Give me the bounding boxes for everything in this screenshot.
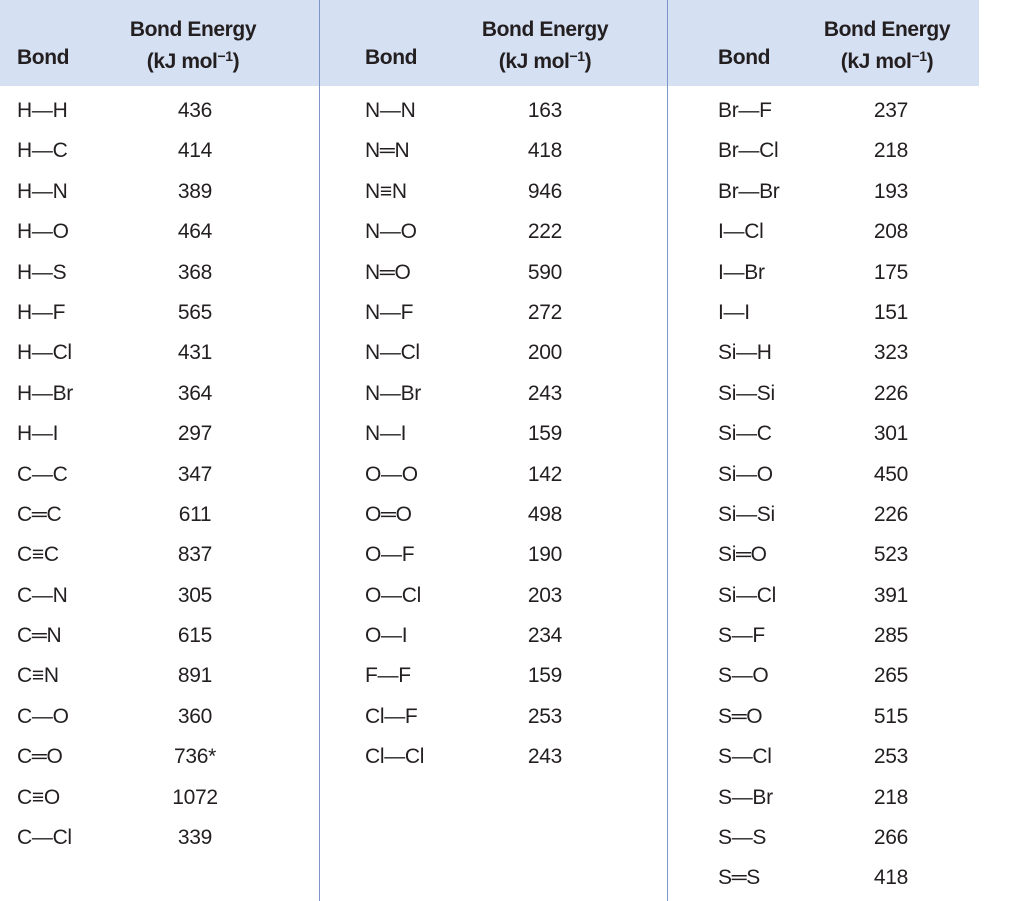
energy-cell: 615 bbox=[177, 624, 213, 648]
energy-cell: 450 bbox=[873, 462, 909, 486]
energy-cell: 498 bbox=[527, 502, 563, 526]
table-row bbox=[0, 495, 319, 535]
table-body bbox=[668, 91, 979, 899]
energy-cell: 175 bbox=[873, 260, 909, 284]
table-row bbox=[320, 333, 667, 373]
unit-close-paren: ) bbox=[926, 50, 934, 73]
bond-cell: O═O bbox=[365, 502, 412, 526]
energy-cell: 151 bbox=[873, 300, 909, 324]
energy-cell: 163 bbox=[527, 99, 563, 122]
unit-exponent: −1 bbox=[569, 48, 585, 64]
table-row bbox=[0, 333, 319, 373]
bond-energy-header-line1: Bond Energy bbox=[823, 18, 951, 41]
table-row bbox=[668, 333, 979, 373]
table-column-2 bbox=[320, 0, 667, 901]
bond-cell: C—C bbox=[17, 462, 68, 486]
bond-cell: N—Br bbox=[365, 381, 421, 405]
column-divider bbox=[667, 0, 668, 901]
unit-text: (kJ mol bbox=[498, 50, 570, 73]
bond-cell: C≡C bbox=[17, 543, 59, 567]
bond-energy-header bbox=[470, 14, 620, 78]
energy-cell: 891 bbox=[177, 664, 213, 688]
table-row bbox=[668, 616, 979, 656]
bond-cell: S═S bbox=[718, 866, 760, 890]
energy-cell: 218 bbox=[873, 139, 909, 163]
table-row bbox=[668, 172, 979, 212]
table-row bbox=[320, 495, 667, 535]
energy-cell: 305 bbox=[177, 583, 213, 607]
table-row bbox=[668, 293, 979, 333]
table-row bbox=[320, 91, 667, 131]
energy-cell: 946 bbox=[527, 179, 563, 203]
table-row bbox=[668, 253, 979, 293]
table-row bbox=[0, 253, 319, 293]
table-row bbox=[320, 414, 667, 454]
table-row bbox=[668, 576, 979, 616]
unit-text: (kJ mol bbox=[840, 50, 912, 73]
energy-cell: 515 bbox=[873, 704, 909, 728]
table-row bbox=[320, 212, 667, 252]
table-row bbox=[668, 778, 979, 818]
energy-cell: 237 bbox=[873, 99, 909, 122]
unit-exponent: −1 bbox=[911, 48, 927, 64]
unit-close-paren: ) bbox=[232, 50, 240, 73]
table-row bbox=[0, 293, 319, 333]
energy-cell: 243 bbox=[527, 381, 563, 405]
table-row bbox=[320, 293, 667, 333]
energy-cell: 431 bbox=[177, 341, 213, 365]
energy-cell: 418 bbox=[873, 866, 909, 890]
bond-cell: C═N bbox=[17, 624, 62, 648]
bond-cell: I—Br bbox=[718, 260, 765, 284]
bond-energy-header bbox=[812, 14, 962, 78]
energy-cell: 193 bbox=[873, 179, 909, 203]
column-header bbox=[668, 0, 979, 86]
energy-cell: 190 bbox=[527, 543, 563, 567]
bond-cell: Si—Cl bbox=[718, 583, 777, 607]
energy-cell: 297 bbox=[177, 422, 213, 446]
table-row bbox=[0, 455, 319, 495]
bond-cell: Cl—F bbox=[365, 704, 418, 728]
energy-cell: 418 bbox=[527, 139, 563, 163]
energy-cell: 272 bbox=[527, 300, 563, 324]
table-body bbox=[320, 91, 667, 778]
bond-cell: I—Cl bbox=[718, 220, 764, 244]
energy-cell: 243 bbox=[527, 745, 563, 769]
energy-cell: 226 bbox=[873, 381, 909, 405]
energy-cell: 368 bbox=[177, 260, 213, 284]
bond-cell: H—N bbox=[17, 179, 68, 203]
table-row bbox=[668, 656, 979, 696]
table-row bbox=[320, 172, 667, 212]
bond-cell: H—O bbox=[17, 220, 69, 244]
unit-text: (kJ mol bbox=[146, 50, 218, 73]
unit-exponent: −1 bbox=[217, 48, 233, 64]
energy-cell: 565 bbox=[177, 300, 213, 324]
bond-cell: S—F bbox=[718, 624, 765, 648]
bond-energy-header-unit bbox=[118, 46, 268, 78]
table-row bbox=[320, 374, 667, 414]
bond-cell: H—H bbox=[17, 99, 68, 122]
bond-cell: O—F bbox=[365, 543, 415, 567]
table-row bbox=[320, 131, 667, 171]
bond-cell: C≡N bbox=[17, 664, 59, 688]
energy-cell: 736* bbox=[173, 745, 216, 769]
table-row bbox=[320, 697, 667, 737]
bond-header: Bond bbox=[365, 46, 418, 69]
table-row bbox=[0, 212, 319, 252]
energy-cell: 414 bbox=[177, 139, 213, 163]
table-row bbox=[320, 616, 667, 656]
table-row bbox=[668, 535, 979, 575]
table-row bbox=[0, 414, 319, 454]
table-row bbox=[668, 455, 979, 495]
table-row bbox=[668, 737, 979, 777]
table-row bbox=[0, 172, 319, 212]
table-row bbox=[668, 374, 979, 414]
column-header bbox=[0, 0, 319, 86]
energy-cell: 523 bbox=[873, 543, 909, 567]
energy-cell: 436 bbox=[177, 99, 213, 122]
bond-cell: Br—Br bbox=[718, 179, 780, 203]
table-row bbox=[0, 91, 319, 131]
bond-cell: Si—C bbox=[718, 422, 772, 446]
table-row bbox=[668, 858, 979, 898]
energy-cell: 253 bbox=[527, 704, 563, 728]
bond-cell: N—O bbox=[365, 220, 417, 244]
bond-energy-header-line1: Bond Energy bbox=[129, 18, 257, 41]
table-column-3 bbox=[668, 0, 979, 901]
bond-energy-header-unit bbox=[470, 46, 620, 78]
bond-cell: C═C bbox=[17, 502, 62, 526]
bond-energy-header-line1: Bond Energy bbox=[481, 18, 609, 41]
bond-header: Bond bbox=[718, 46, 771, 69]
bond-cell: N—F bbox=[365, 300, 414, 324]
energy-cell: 590 bbox=[527, 260, 563, 284]
table-row bbox=[668, 131, 979, 171]
energy-cell: 323 bbox=[873, 341, 909, 365]
energy-cell: 1072 bbox=[172, 785, 218, 809]
table-row bbox=[668, 495, 979, 535]
bond-cell: H—C bbox=[17, 139, 68, 163]
column-divider bbox=[319, 0, 320, 901]
bond-cell: O—I bbox=[365, 624, 408, 648]
table-row bbox=[0, 778, 319, 818]
bond-cell: H—S bbox=[17, 260, 67, 284]
table-row bbox=[668, 91, 979, 131]
table-column-1 bbox=[0, 0, 319, 901]
energy-cell: 159 bbox=[527, 664, 563, 688]
table-row bbox=[320, 656, 667, 696]
energy-cell: 391 bbox=[873, 583, 909, 607]
table-row bbox=[0, 576, 319, 616]
table-row bbox=[0, 374, 319, 414]
bond-cell: C≡O bbox=[17, 785, 60, 809]
table-row bbox=[668, 697, 979, 737]
energy-cell: 360 bbox=[177, 704, 213, 728]
energy-cell: 464 bbox=[177, 220, 213, 244]
bond-cell: N≡N bbox=[365, 179, 407, 203]
bond-cell: S═O bbox=[718, 704, 763, 728]
bond-cell: Br—Cl bbox=[718, 139, 779, 163]
energy-cell: 265 bbox=[873, 664, 909, 688]
bond-cell: N═O bbox=[365, 260, 411, 284]
column-header bbox=[320, 0, 667, 86]
bond-cell: H—Br bbox=[17, 381, 73, 405]
energy-cell: 837 bbox=[177, 543, 213, 567]
bond-cell: S—Cl bbox=[718, 745, 772, 769]
bond-cell: S—Br bbox=[718, 785, 773, 809]
energy-cell: 208 bbox=[873, 220, 909, 244]
bond-cell: Si—H bbox=[718, 341, 772, 365]
energy-cell: 339 bbox=[177, 826, 213, 850]
bond-cell: N—N bbox=[365, 99, 416, 122]
bond-cell: Si═O bbox=[718, 543, 767, 567]
table-row bbox=[320, 253, 667, 293]
table-row bbox=[320, 455, 667, 495]
bond-cell: C—O bbox=[17, 704, 69, 728]
energy-cell: 611 bbox=[178, 502, 212, 526]
table-body bbox=[0, 91, 319, 858]
bond-cell: N═N bbox=[365, 139, 410, 163]
bond-cell: N—Cl bbox=[365, 341, 420, 365]
bond-cell: Cl—Cl bbox=[365, 745, 425, 769]
energy-cell: 226 bbox=[873, 502, 909, 526]
table-row bbox=[0, 697, 319, 737]
energy-cell: 142 bbox=[527, 462, 563, 486]
energy-cell: 253 bbox=[873, 745, 909, 769]
table-row bbox=[0, 535, 319, 575]
energy-cell: 222 bbox=[527, 220, 563, 244]
table-row bbox=[0, 818, 319, 858]
unit-close-paren: ) bbox=[584, 50, 592, 73]
table-row bbox=[0, 656, 319, 696]
energy-cell: 200 bbox=[527, 341, 563, 365]
bond-cell: H—F bbox=[17, 300, 66, 324]
bond-cell: I—I bbox=[718, 300, 750, 324]
energy-cell: 347 bbox=[177, 462, 213, 486]
table-row bbox=[668, 818, 979, 858]
table-row bbox=[320, 576, 667, 616]
energy-cell: 218 bbox=[873, 785, 909, 809]
bond-cell: C═O bbox=[17, 745, 63, 769]
bond-energy-header-unit bbox=[812, 46, 962, 78]
bond-cell: F—F bbox=[365, 664, 411, 688]
bond-cell: O—O bbox=[365, 462, 418, 486]
energy-cell: 285 bbox=[873, 624, 909, 648]
energy-cell: 301 bbox=[873, 422, 909, 446]
bond-cell: C—N bbox=[17, 583, 68, 607]
table-row bbox=[320, 535, 667, 575]
energy-cell: 364 bbox=[177, 381, 213, 405]
table-row bbox=[668, 212, 979, 252]
bond-header: Bond bbox=[17, 46, 70, 69]
bond-cell: Si—Si bbox=[718, 381, 775, 405]
bond-energy-header bbox=[118, 14, 268, 78]
energy-cell: 234 bbox=[527, 624, 563, 648]
bond-cell: C—Cl bbox=[17, 826, 72, 850]
bond-cell: Br—F bbox=[718, 99, 772, 122]
bond-cell: Si—Si bbox=[718, 502, 775, 526]
table-row bbox=[0, 737, 319, 777]
bond-cell: O—Cl bbox=[365, 583, 421, 607]
energy-cell: 266 bbox=[873, 826, 909, 850]
table-row bbox=[668, 414, 979, 454]
energy-cell: 389 bbox=[177, 179, 213, 203]
bond-cell: H—Cl bbox=[17, 341, 72, 365]
table-row bbox=[0, 616, 319, 656]
bond-cell: Si—O bbox=[718, 462, 773, 486]
bond-cell: H—I bbox=[17, 422, 59, 446]
table-row bbox=[320, 737, 667, 777]
bond-cell: N—I bbox=[365, 422, 407, 446]
bond-cell: S—O bbox=[718, 664, 769, 688]
table-row bbox=[0, 131, 319, 171]
energy-cell: 159 bbox=[527, 422, 563, 446]
energy-cell: 203 bbox=[527, 583, 563, 607]
bond-cell: S—S bbox=[718, 826, 767, 850]
